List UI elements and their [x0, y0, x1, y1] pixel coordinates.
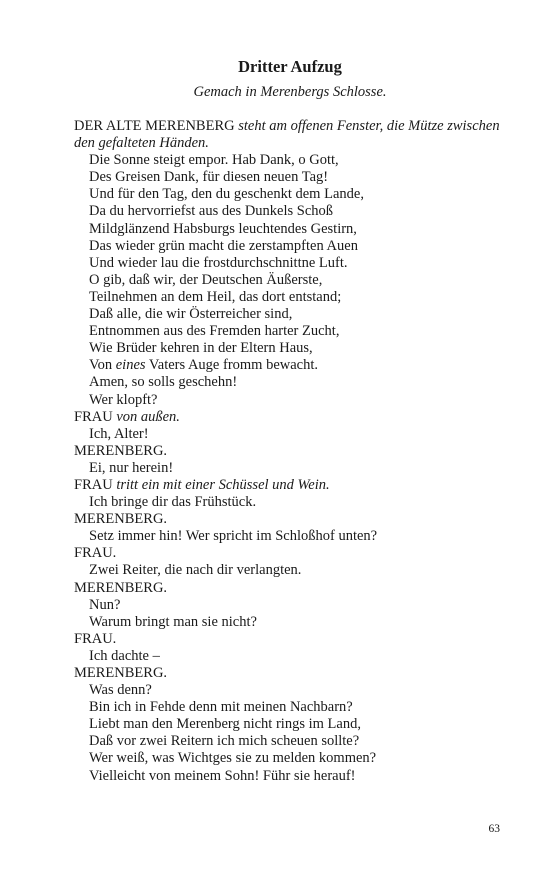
verse-line: Ich, Alter! — [89, 425, 149, 442]
verse-line: Warum bringt man sie nicht? — [89, 613, 257, 630]
verse-line: Daß vor zwei Reitern ich mich scheuen sollte? — [89, 733, 360, 750]
verse-line — [74, 357, 514, 374]
speaker-name: FRAU. — [74, 630, 117, 647]
speaker-name: MERENBERG. — [74, 511, 168, 528]
page-number: 63 — [488, 823, 500, 835]
stage-direction-text: tritt ein mit einer Schüssel und Wein. — [112, 476, 330, 493]
scene-title: Gemach in Merenbergs Schlosse. — [193, 84, 387, 100]
stage-direction-text: steht am offenen Fenster, die Mütze zwischen — [234, 118, 500, 134]
speaker-name: MERENBERG. — [74, 665, 168, 681]
verse-fragment: Vaters Auge fromm bewacht. — [145, 357, 319, 374]
verse-line: Nun? — [89, 596, 121, 613]
verse-line: Da du hervorriefst aus des Dunkels Schoß — [89, 203, 334, 220]
verse-line: Die Sonne steigt empor. Hab Dank, o Gott, — [89, 152, 339, 169]
stage-direction-text: von außen. — [112, 408, 180, 425]
verse-line: Bin ich in Fehde denn mit meinen Nachbarn? — [89, 699, 353, 716]
speaker-heading — [74, 477, 514, 494]
verse-line: Liebt man den Merenberg nicht rings im Land, — [89, 716, 361, 733]
verse-line: Mildglänzend Habsburgs leuchtendes Gestirn, — [89, 220, 357, 237]
verse-line: Des Greisen Dank, für diesen neuen Tag! — [89, 169, 329, 186]
speaker-name: MERENBERG. — [74, 579, 168, 596]
verse-line: Ich dachte – — [89, 647, 160, 664]
verse-line: Amen, so solls geschehn! — [89, 374, 238, 391]
stage-direction-continued: den gefalteten Händen. — [74, 135, 209, 152]
verse-line: Zwei Reiter, die nach dir verlangten. — [89, 562, 302, 579]
verse-fragment: Von — [89, 357, 116, 374]
speaker-name: FRAU. — [74, 545, 117, 562]
speaker-name: FRAU — [74, 408, 113, 425]
verse-line: Was denn? — [89, 682, 152, 699]
verse-line: Das wieder grün macht die zerstampften Auen — [89, 237, 358, 254]
verse-line: Und für den Tag, den du geschenkt dem Lande, — [89, 186, 364, 203]
verse-line: Setz immer hin! Wer spricht im Schloßhof unten? — [89, 528, 378, 545]
emphasis-word: eines — [115, 357, 146, 374]
stage-direction-opening — [74, 118, 514, 135]
verse-line: Wie Brüder kehren in der Eltern Haus, — [89, 340, 313, 357]
verse-line: Wer weiß, was Wichtges sie zu melden kommen? — [89, 750, 377, 767]
verse-line: Entnommen aus des Fremden harter Zucht, — [89, 323, 340, 340]
verse-line: Ich bringe dir das Frühstück. — [89, 494, 257, 511]
act-title: Dritter Aufzug — [238, 57, 342, 76]
verse-line: Teilnehmen an dem Heil, das dort entstand; — [89, 288, 342, 305]
play-text — [74, 118, 514, 785]
speaker-name: DER ALTE MERENBERG — [74, 118, 235, 134]
speaker-heading — [74, 409, 514, 426]
verse-line: Vielleicht von meinem Sohn! Führ sie herauf! — [89, 767, 356, 784]
speaker-name: MERENBERG. — [74, 442, 168, 459]
verse-line: Und wieder lau die frostdurchschnittne Luft. — [89, 254, 348, 271]
verse-line: Daß alle, die wir Österreicher sind, — [89, 306, 293, 323]
verse-line: O gib, daß wir, der Deutschen Äußerste, — [89, 271, 323, 288]
speaker-name: FRAU — [74, 476, 113, 493]
verse-line: Wer klopft? — [89, 391, 158, 408]
verse-line: Ei, nur herein! — [89, 459, 174, 476]
